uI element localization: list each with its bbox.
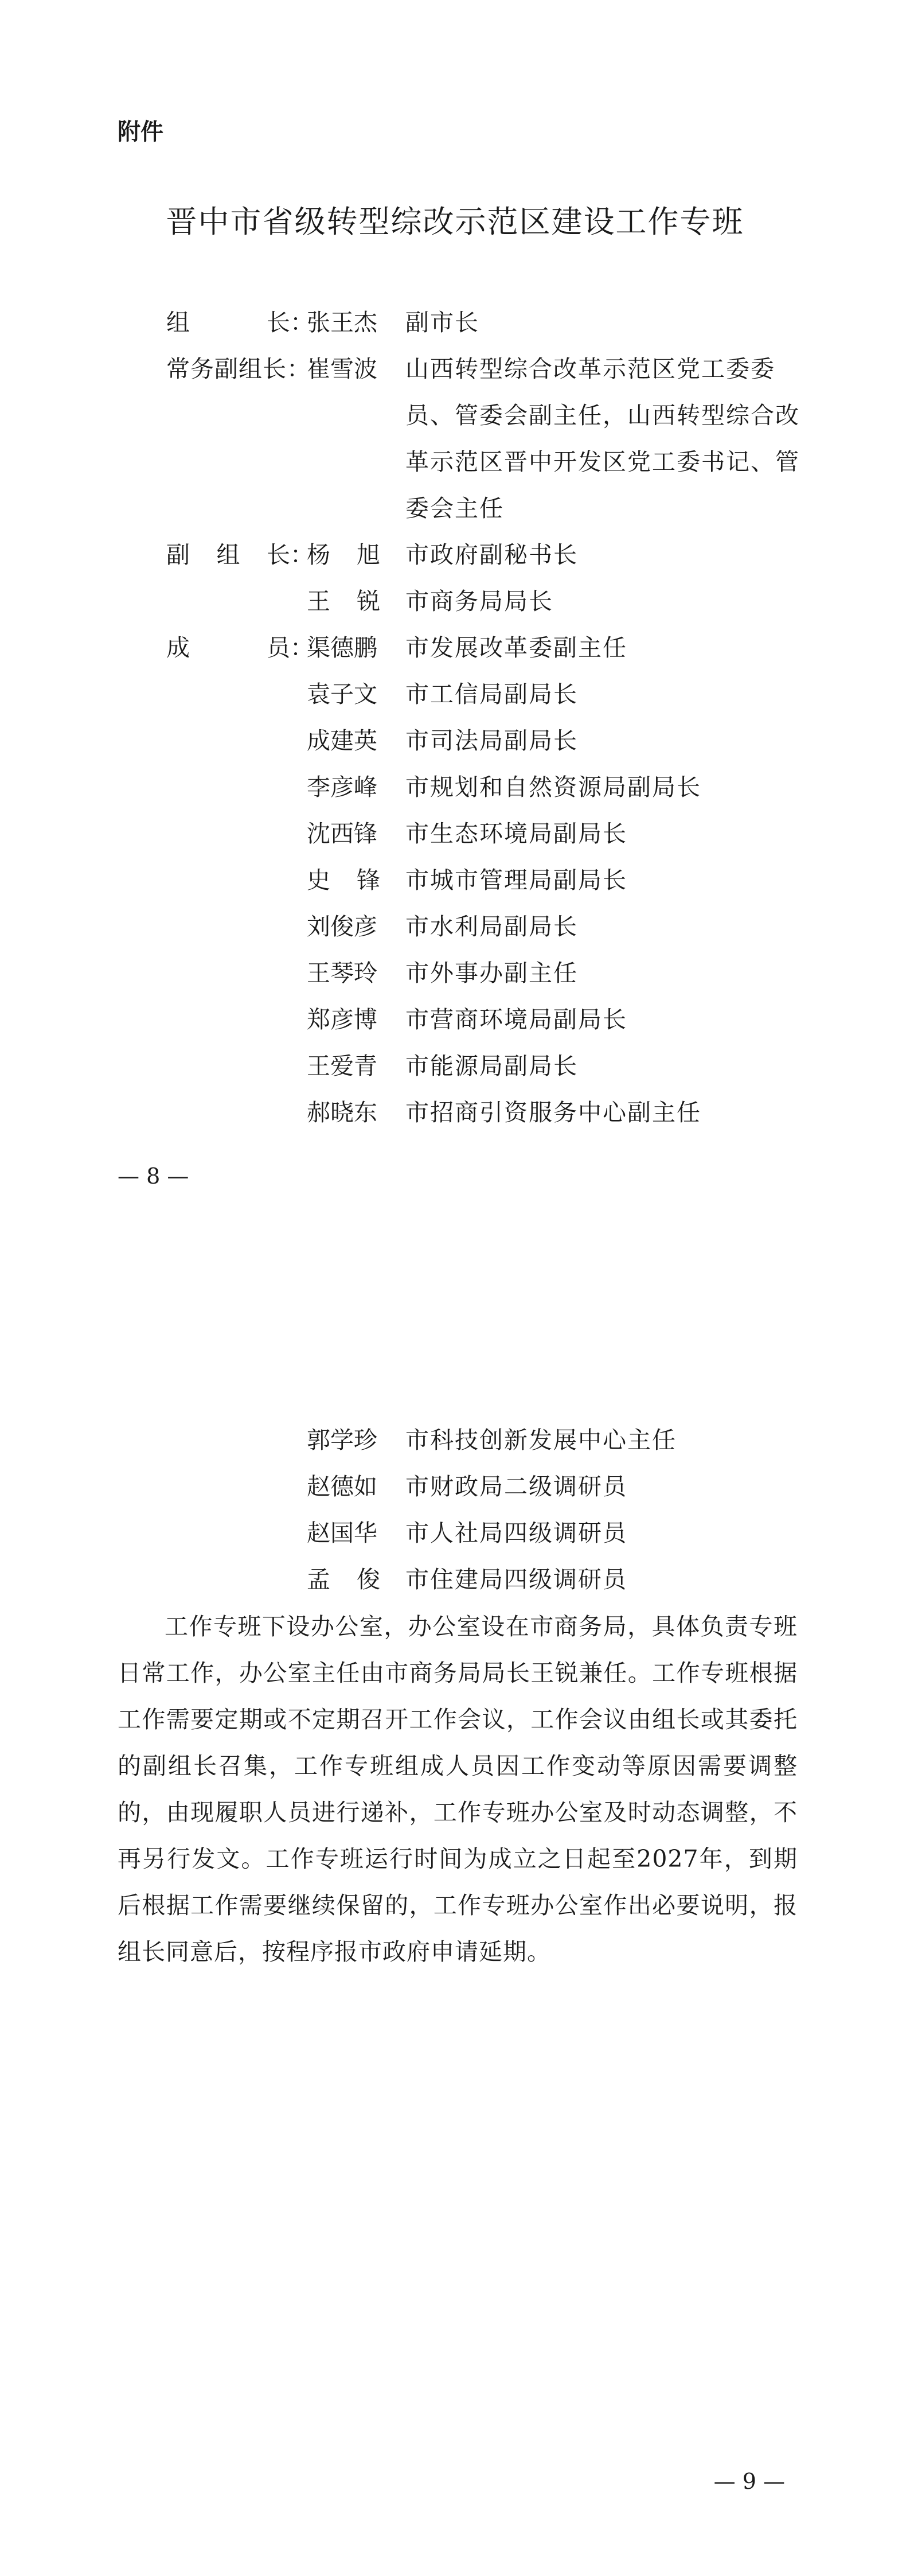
document-title: 晋中市省级转型综改示范区建设工作专班	[166, 204, 744, 240]
member-name: 成建英	[307, 727, 377, 754]
member-name: 张王杰	[307, 309, 377, 336]
member-name: 李彦峰	[307, 773, 377, 801]
member-post: 市能源局副局长	[405, 1052, 578, 1080]
role-deputy: 副 组 长 ：	[166, 541, 314, 569]
member-post: 山西转型综合改革示范区党工委委员、管委会副主任，山西转型综合改革示范区晋中开发区党工委书记、管委会主任	[405, 355, 800, 522]
role-char: 组	[166, 309, 190, 336]
roster-row-member	[0, 625, 910, 671]
attachment-label: 附件	[118, 119, 163, 145]
member-post: 市规划和自然资源局副局长	[405, 773, 701, 801]
member-post: 副市长	[405, 309, 479, 336]
member-post: 市住建局四级调研员	[405, 1566, 627, 1593]
role-char: 长	[267, 309, 290, 336]
member-post: 市人社局四级调研员	[405, 1519, 627, 1547]
member-name: 赵国华	[307, 1519, 377, 1547]
role-leader	[166, 299, 314, 346]
member-name: 崔雪波	[307, 355, 377, 383]
roster-row-deputy	[0, 578, 910, 625]
roster-row-member	[0, 671, 910, 718]
roster-row-member	[0, 764, 910, 811]
body-paragraph: 工作专班下设办公室，办公室设在市商务局，具体负责专班日常工作，办公室主任由市商务局局长王锐兼任。工作专班根据工作需要定期或不定期召开工作会议，工作会议由组长或其委托的副组长召集，工作专班组成人员因工作变动等原因需要调整的，由现履职人员进行递补，工作专班办公室及时动态调整，不再另行发文。工作专班运行时间为成立之日起至2027年，到期后根据工作需要继续保留的，工作专班办公室作出必要说明，报组长同意后，按程序报市政府申请延期。	[118, 1613, 798, 1966]
member-name: 袁子文	[307, 680, 377, 708]
roster-row-member	[0, 1464, 910, 1510]
member-post: 市商务局局长	[405, 587, 553, 615]
member-name: 郝晓东	[307, 1099, 377, 1126]
member-post: 市司法局副局长	[405, 727, 578, 754]
member-post: 市营商环境局副局长	[405, 1006, 627, 1033]
role-member: 成 员 ：	[166, 634, 314, 661]
member-post: 市财政局二级调研员	[405, 1473, 627, 1500]
member-post: 市政府副秘书长	[405, 541, 578, 569]
roster-row-member	[0, 904, 910, 950]
roster-row-member	[0, 811, 910, 857]
roster-row-member	[0, 1043, 910, 1089]
member-name: 王琴玲	[307, 959, 377, 987]
member-name: 渠德鹏	[307, 634, 377, 661]
page-number-9: — 9 —	[713, 2469, 785, 2494]
roster-row-member	[0, 1557, 910, 1603]
role-colon: ：	[290, 309, 314, 336]
roster-row-member	[0, 997, 910, 1043]
member-name: 史 锋	[307, 866, 380, 894]
roster-row-member	[0, 1089, 910, 1136]
roster-row-member	[0, 950, 910, 997]
member-name: 杨 旭	[307, 541, 380, 569]
member-post: 市生态环境局副局长	[405, 820, 627, 847]
member-post: 市外事办副主任	[405, 959, 578, 987]
roster-row-member	[0, 1510, 910, 1557]
roster-row-member	[0, 1417, 910, 1464]
member-name: 王 锐	[307, 587, 380, 615]
member-post: 市城市管理局副局长	[405, 866, 627, 894]
member-post: 市科技创新发展中心主任	[405, 1426, 677, 1454]
member-name: 沈西锋	[307, 820, 377, 847]
roster-page-8	[0, 299, 910, 1136]
roster-page-9	[0, 1417, 910, 1603]
roster-row-leader	[0, 299, 910, 346]
member-post: 市工信局副局长	[405, 680, 578, 708]
member-name: 孟 俊	[307, 1566, 380, 1593]
roster-row-deputy	[0, 532, 910, 578]
member-post: 市发展改革委副主任	[405, 634, 627, 661]
member-name: 王爱青	[307, 1052, 377, 1080]
member-name: 刘俊彦	[307, 913, 377, 940]
roster-row-member	[0, 857, 910, 904]
member-name: 郑彦博	[307, 1006, 377, 1033]
member-post: 市水利局副局长	[405, 913, 578, 940]
role-exec-deputy: 常务副组长：	[166, 355, 310, 383]
roster-row-member	[0, 718, 910, 764]
member-name: 赵德如	[307, 1473, 377, 1500]
member-post: 市招商引资服务中心副主任	[405, 1099, 701, 1126]
page-number-8: — 8 —	[118, 1164, 189, 1189]
member-name: 郭学珍	[307, 1426, 377, 1454]
roster-row-exec-deputy	[0, 346, 910, 532]
